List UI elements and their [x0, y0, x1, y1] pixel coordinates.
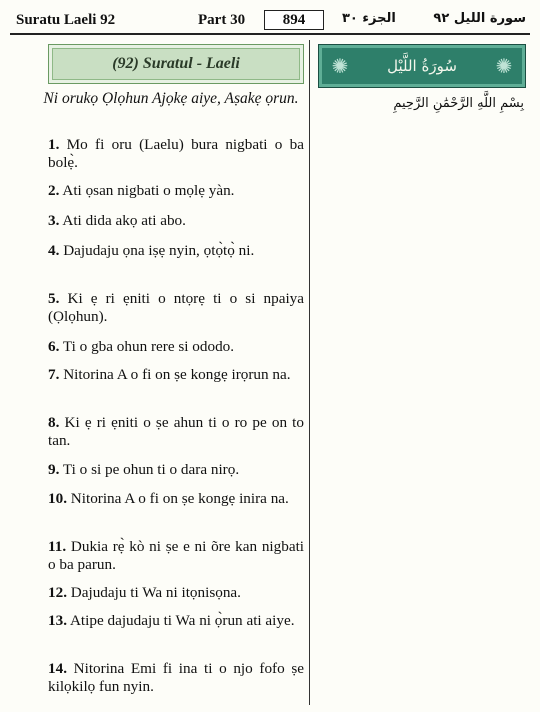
- verse-text: Dukia rẹ̀ kò ni ṣe e ni õre kan nigbati o ba parun.: [48, 538, 305, 573]
- verse-1: [48, 136, 304, 172]
- verse-text: Ati ọsan nigbati o mọlẹ yàn.: [62, 182, 235, 199]
- verse-text: Ati dida akọ ati abo.: [62, 212, 186, 229]
- verse-number: 12.: [48, 584, 67, 601]
- verse-8: [48, 414, 304, 450]
- verse-number: 1.: [48, 136, 60, 153]
- verse-text: Ki ẹ ri ẹniti o ṣe ahun ti o ro pe on to tan.: [48, 414, 304, 449]
- surah-title: (92) Suratul - Laeli: [112, 55, 240, 72]
- verse-10: [48, 490, 304, 508]
- verse-text: Ki ẹ ri ẹniti o ntọrẹ ti o si npaiya (Ọlọhun).: [48, 290, 305, 325]
- verse-12: [48, 584, 304, 602]
- verse-number: 8.: [48, 414, 60, 431]
- verse-number: 6.: [48, 338, 60, 355]
- column-divider: [309, 40, 310, 705]
- verse-2: [48, 182, 304, 200]
- surah-arabic-header: سورة الليل ٩٢: [433, 11, 526, 26]
- part-label: Part 30: [198, 12, 246, 28]
- verse-text: Dajudaju ti Wa ni itọnisọna.: [70, 584, 241, 601]
- verse-3: [48, 212, 304, 230]
- arabic-title-banner: [318, 44, 526, 88]
- page-header: [10, 8, 530, 32]
- verse-number: 3.: [48, 212, 60, 229]
- verse-number: 4.: [48, 242, 60, 259]
- arabic-surah-title: سُورَةُ اللَّيْل: [387, 57, 457, 75]
- surah-name-header: Suratu Laeli 92: [16, 12, 116, 28]
- verse-5: [48, 290, 304, 326]
- ornament-icon: ✺: [331, 54, 349, 78]
- verse-11: [48, 538, 304, 574]
- ornament-icon: ✺: [495, 54, 513, 78]
- verse-number: 10.: [48, 490, 67, 507]
- verse-number: 5.: [48, 290, 60, 307]
- header-rule: [10, 33, 530, 35]
- verse-text: Nitorina A o fi on ṣe kongẹ inira na.: [70, 490, 289, 507]
- juz-arabic: الجزء ٣٠: [342, 11, 396, 26]
- verse-text: Ti o gba ohun rere si ododo.: [62, 338, 235, 355]
- basmala: بِسْمِ اللَّهِ الرَّحْمَٰنِ الرَّحِيمِ: [393, 96, 524, 111]
- verse-4: [48, 242, 304, 260]
- page-number: 894: [264, 10, 324, 30]
- verse-7: [48, 366, 304, 384]
- verse-text: Dajudaju ọna iṣẹ nyin, ọtọ̀tọ̀ ni.: [63, 242, 255, 259]
- intro-text: Ni orukọ Ọlọhun Ajọkẹ aiye, Aṣakẹ ọrun.: [43, 90, 299, 107]
- verse-14: [48, 660, 304, 696]
- verse-text: Nitorina Emi fi ina ti o njo fofo ṣe kilọkilọ fun nyin.: [48, 660, 304, 695]
- verse-13: [48, 612, 304, 630]
- verse-number: 7.: [48, 366, 60, 383]
- verse-number: 9.: [48, 461, 60, 478]
- verse-number: 11.: [48, 538, 67, 555]
- verse-number: 2.: [48, 182, 60, 199]
- verse-6: [48, 338, 304, 356]
- verse-9: [48, 461, 304, 479]
- title-banner: [48, 44, 304, 84]
- verse-text: Nitorina A o fi on ṣe kongẹ irọrun na.: [63, 366, 291, 383]
- verse-text: Atipe dajudaju ti Wa ni ọ̀run ati aiye.: [69, 612, 295, 629]
- verse-text: Ti o si pe ohun ti o dara nirọ.: [62, 461, 240, 478]
- verse-number: 14.: [48, 660, 67, 677]
- verse-number: 13.: [48, 612, 67, 629]
- verse-text: Mo fi oru (Laelu) bura nigbati o ba bolẹ̀.: [48, 136, 305, 171]
